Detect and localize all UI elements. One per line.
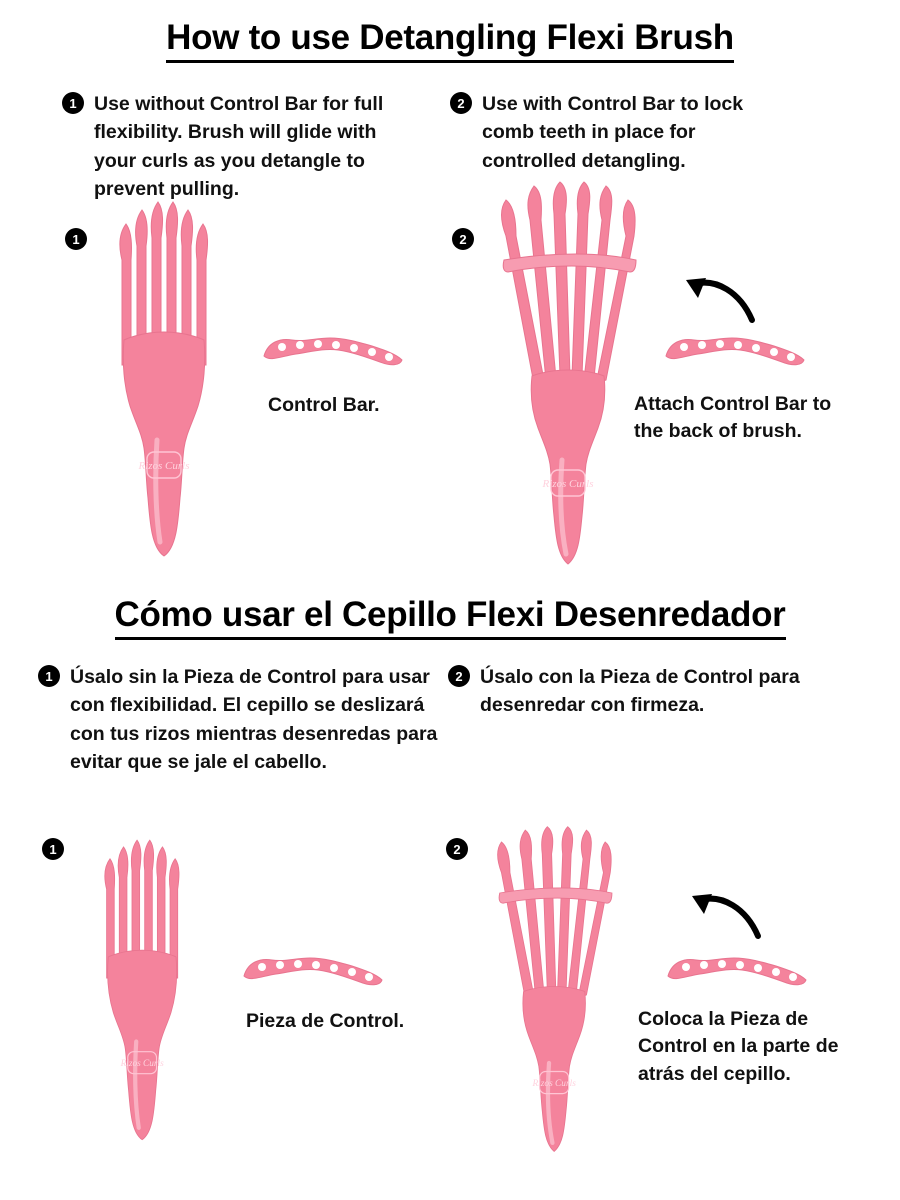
attach-arrow-icon-spanish [686,888,766,953]
step-body: Úsalo sin la Pieza de Control para usar con flexibilidad. El cepillo se deslizará con tus rizos mientras desenredas para evitar que se jale el cabello. [70,666,438,773]
brush-logo-text: Rizos Curls [542,478,594,490]
control-bar-illustration-spanish-1 [238,950,388,999]
brush-illustration-english-2 [484,180,654,585]
attach-arrow-icon-english [680,272,760,337]
control-bar-illustration-english-2 [660,330,810,379]
step-text-spanish-2 [448,663,808,720]
illustration-badge-english-1: 1 [65,228,87,250]
illustration-badge-english-2: 2 [452,228,474,250]
step-body: Use without Control Bar for full flexibility. Brush will glide with your curls as you detangle to prevent pulling. [94,93,384,200]
step-text-english-1 [62,90,392,203]
illustration-badge-spanish-1: 1 [42,838,64,860]
step-text-english-2 [450,90,780,175]
step-body: Úsalo con la Pieza de Control para desenredar con firmeza. [480,666,800,717]
caption-attach-english: Attach Control Bar to the back of brush. [634,393,832,443]
control-bar-attached [499,888,612,903]
page-title-english [0,18,900,63]
brush-illustration-spanish-1 [78,830,208,1165]
brush-logo-text: Rizos Curls [532,1078,576,1089]
control-bar-attached [503,254,636,272]
step-text-spanish-1 [38,663,438,776]
brush-logo-text: Rizos Curls [120,1059,164,1070]
page-title-spanish-text: Cómo usar el Cepillo Flexi Desenredador [115,595,786,640]
caption-control-bar-english: Control Bar. [268,394,380,416]
caption-control-bar-spanish: Pieza de Control. [246,1010,405,1032]
brush-illustration-english-1 [100,190,230,585]
step-badge: 1 [62,92,84,114]
page-title-english-text: How to use Detangling Flexi Brush [166,18,734,63]
caption-attach-spanish: Coloca la Pieza de Control en la parte de atrás del cepillo. [638,1008,839,1085]
step-badge: 1 [38,665,60,687]
brush-illustration-spanish-2 [470,825,640,1170]
step-body: Use with Control Bar to lock comb teeth in place for controlled detangling. [482,93,744,172]
step-badge: 2 [450,92,472,114]
control-bar-illustration-english-1 [258,330,408,379]
step-badge: 2 [448,665,470,687]
brush-logo-text: Rizos Curls [138,460,190,472]
illustration-badge-spanish-2: 2 [446,838,468,860]
page-title-spanish [0,595,900,640]
control-bar-illustration-spanish-2 [662,950,812,999]
